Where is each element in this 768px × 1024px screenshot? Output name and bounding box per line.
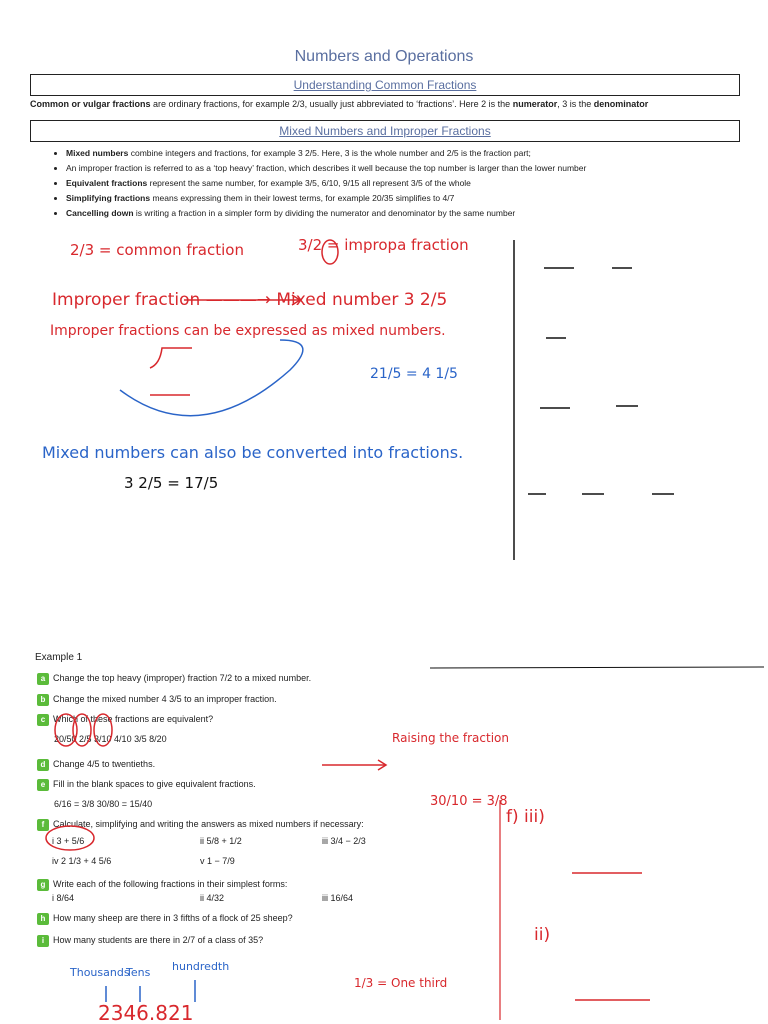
note-common-fraction: 2/3 = common fraction bbox=[70, 241, 244, 259]
circle-mark bbox=[46, 826, 94, 850]
bullet-text: represent the same number, for example 3/5, 6/10, 9/15 all represent 3/5 of the whole bbox=[147, 178, 471, 188]
intro-bold-term: Common or vulgar fractions bbox=[30, 99, 151, 109]
bullet-term: Equivalent fractions bbox=[66, 178, 148, 188]
question-text: How many students are there in 2/7 of a class of 35? bbox=[53, 935, 264, 945]
question-tag: i bbox=[37, 935, 49, 947]
question-tag: e bbox=[37, 779, 49, 791]
intro-text: , 3 is the bbox=[557, 99, 594, 109]
question-tag: a bbox=[37, 673, 49, 685]
place-value-number: 2346.821 bbox=[98, 1001, 194, 1024]
question-text: Change 4/5 to twentieths. bbox=[53, 759, 156, 769]
circle-mark bbox=[94, 714, 112, 746]
note-one-third: 1/3 = One third bbox=[354, 976, 448, 990]
question-e-fractions: 6/16 = 3/8 30/80 = 15/40 bbox=[54, 799, 153, 809]
question-f-part: i 3 + 5/6 bbox=[52, 836, 85, 846]
question-f-part: ii 5/8 + 1/2 bbox=[200, 836, 242, 846]
question-g-part: i 8/64 bbox=[52, 893, 75, 903]
question-tag: h bbox=[37, 913, 49, 925]
question-tag: b bbox=[37, 694, 49, 706]
question-g-part: ii 4/32 bbox=[200, 893, 225, 903]
note-improper-to-mixed: Improper fraction ———→ Mixed number 3 2/5 bbox=[52, 290, 448, 310]
divider-line bbox=[430, 667, 764, 668]
note-mixed-to-improper: 3 2/5 = 17/5 bbox=[124, 474, 219, 492]
bullet-text: combine integers and fractions, for example 3 2/5. Here, 3 is the whole number and 2/5 is the fraction part; bbox=[128, 148, 531, 158]
question-f-part: v 1 − 7/9 bbox=[200, 856, 235, 866]
question-text: How many sheep are there in 3 fifths of a flock of 25 sheep? bbox=[53, 913, 293, 923]
note-thirty-tenths: 30/10 = 3/8 bbox=[430, 794, 508, 809]
bullet-term: Cancelling down bbox=[66, 208, 134, 218]
question-f-part: iii 3/4 − 2/3 bbox=[322, 836, 366, 846]
bullet-text: means expressing them in their lowest terms, for example 20/35 simplifies to 4/7 bbox=[150, 193, 455, 203]
question-text: Fill in the blank spaces to give equivalent fractions. bbox=[53, 779, 256, 789]
question-g-part: iii 16/64 bbox=[322, 893, 354, 903]
label-thousands: Thousands bbox=[70, 966, 130, 979]
conversion-arrow bbox=[120, 340, 303, 416]
question-f-part: iv 2 1/3 + 4 5/6 bbox=[52, 856, 112, 866]
note-improper-fraction: 3/2 = impropa fraction bbox=[298, 236, 469, 254]
red-ink-notes bbox=[50, 236, 550, 945]
section-heading-label: Mixed Numbers and Improper Fractions bbox=[279, 124, 491, 138]
note-part-ii: ii) bbox=[534, 925, 551, 945]
intro-numerator: numerator bbox=[512, 99, 558, 109]
red-working-marks bbox=[46, 240, 650, 1000]
note-expressed-as-mixed: Improper fractions can be expressed as mixed numbers. bbox=[50, 323, 446, 339]
question-tag: f bbox=[37, 819, 49, 831]
question-text: Change the top heavy (improper) fraction 7/2 to a mixed number. bbox=[53, 673, 312, 683]
example-heading: Example 1 bbox=[35, 652, 83, 663]
bullet-term: Simplifying fractions bbox=[66, 193, 151, 203]
question-tag: d bbox=[37, 759, 49, 771]
blue-working-marks bbox=[106, 340, 303, 1002]
page-title: Numbers and Operations bbox=[294, 48, 474, 65]
bullet-text: is writing a fraction in a simpler form by dividing the numerator and denominator by the same number bbox=[133, 208, 516, 218]
question-text: Write each of the following fractions in their simplest forms: bbox=[53, 879, 288, 889]
question-c-fractions: 20/50 2/5 3/10 4/10 3/5 8/20 bbox=[54, 734, 167, 744]
blue-ink-notes bbox=[42, 366, 463, 979]
question-text: Calculate, simplifying and writing the answers as mixed numbers if necessary: bbox=[53, 819, 364, 829]
note-21-fifths: 21/5 = 4 1/5 bbox=[370, 366, 458, 382]
note-mixed-to-fraction: Mixed numbers can also be converted into fractions. bbox=[42, 443, 464, 462]
note-part-f-iii: f) iii) bbox=[506, 807, 545, 827]
black-ink-fractions bbox=[528, 268, 674, 494]
bullet-text: An improper fraction is referred to as a ‘top heavy’ fraction, which describes it well because the top number is larger than the lower number bbox=[66, 163, 587, 173]
section-heading-label: Understanding Common Fractions bbox=[293, 78, 477, 92]
question-tag: g bbox=[37, 879, 49, 891]
bullet-term: Mixed numbers bbox=[66, 148, 129, 158]
label-hundredth: hundredth bbox=[172, 960, 230, 973]
question-text: Which of these fractions are equivalent? bbox=[53, 714, 214, 724]
question-tag: c bbox=[37, 714, 49, 726]
circle-mark bbox=[73, 714, 91, 746]
intro-denominator: denominator bbox=[593, 99, 649, 109]
intro-text: are ordinary fractions, for example 2/3, usually just abbreviated to ‘fractions’. Here 2 is the bbox=[150, 99, 513, 109]
long-division-bracket bbox=[150, 348, 192, 368]
note-raising-fraction: Raising the fraction bbox=[392, 731, 509, 745]
question-text: Change the mixed number 4 3/5 to an improper fraction. bbox=[53, 694, 277, 704]
label-tens: Tens bbox=[126, 966, 151, 979]
